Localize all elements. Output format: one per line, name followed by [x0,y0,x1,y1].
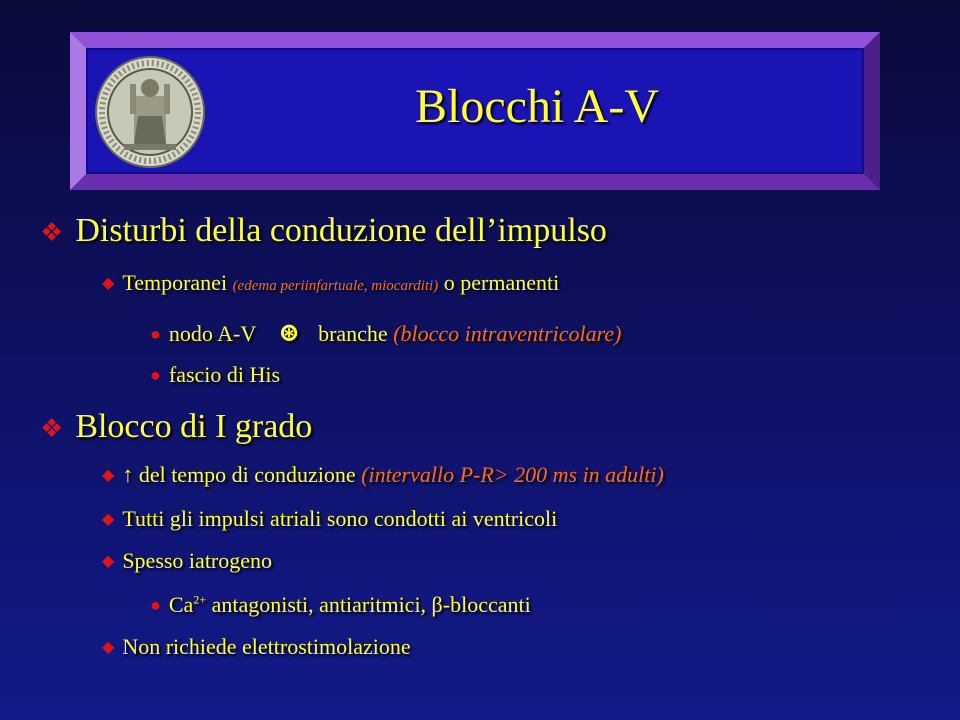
text: Non richiede elettrostimolazione [122,634,411,659]
text: Spesso iatrogeno [122,548,273,573]
title-frame-bevel-left [70,32,86,190]
text: Ca [168,592,194,617]
triangle-bullet-icon: ◆ [102,511,115,528]
heading-blocco [40,408,312,446]
dot-bullet-icon: ● [150,595,161,615]
dot-bullet-icon: ● [150,365,161,385]
text: Tutti gli impulsi atriali sono condotti ai ventricoli [122,506,558,531]
up-arrow-icon: ↑ [122,462,134,487]
heading-disturbi [40,212,607,250]
italic-note: (blocco intraventricolare) [393,321,622,346]
heading-text: Blocco di I grado [75,408,313,445]
text: o permanenti [438,270,560,295]
sub-spesso [102,548,272,574]
text: branche [318,321,394,346]
text: Temporanei [122,270,233,295]
title-frame-bevel-right [864,32,880,190]
triangle-bullet-icon: ◆ [102,275,115,292]
heading-text: Disturbi della conduzione dell’impulso [75,212,607,249]
dot-bullet-icon: ● [150,324,161,344]
text: del tempo di conduzione [133,462,362,487]
italic-note: (intervallo P-R> 200 ms in adulti) [361,462,664,487]
sub-increase [102,462,664,488]
title-frame-bevel-top [70,32,880,48]
diamond-bullet-icon: ❖ [40,218,64,247]
title-frame-bevel-bottom [70,174,880,190]
sub-temporanei [102,270,559,296]
italic-note: (edema periinfartuale, miocarditi) [232,278,439,294]
text: nodo A-V [168,321,257,346]
triangle-bullet-icon: ◆ [102,639,115,656]
university-seal-icon [94,56,206,168]
diamond-bullet-icon: ❖ [40,414,64,443]
sub-tutti [102,506,557,532]
double-arrow-icon: ⊛ [278,318,301,347]
text: fascio di His [168,362,281,387]
item-fascio [150,362,280,388]
triangle-bullet-icon: ◆ [102,553,115,570]
item-ca [150,592,531,618]
slide-title: Blocchi A-V [415,80,659,133]
triangle-bullet-icon: ◆ [102,467,115,484]
text: antagonisti, antiaritmici, β-bloccanti [206,592,531,617]
sub-non [102,634,411,660]
superscript: 2+ [193,592,207,607]
item-nodo [150,318,621,348]
